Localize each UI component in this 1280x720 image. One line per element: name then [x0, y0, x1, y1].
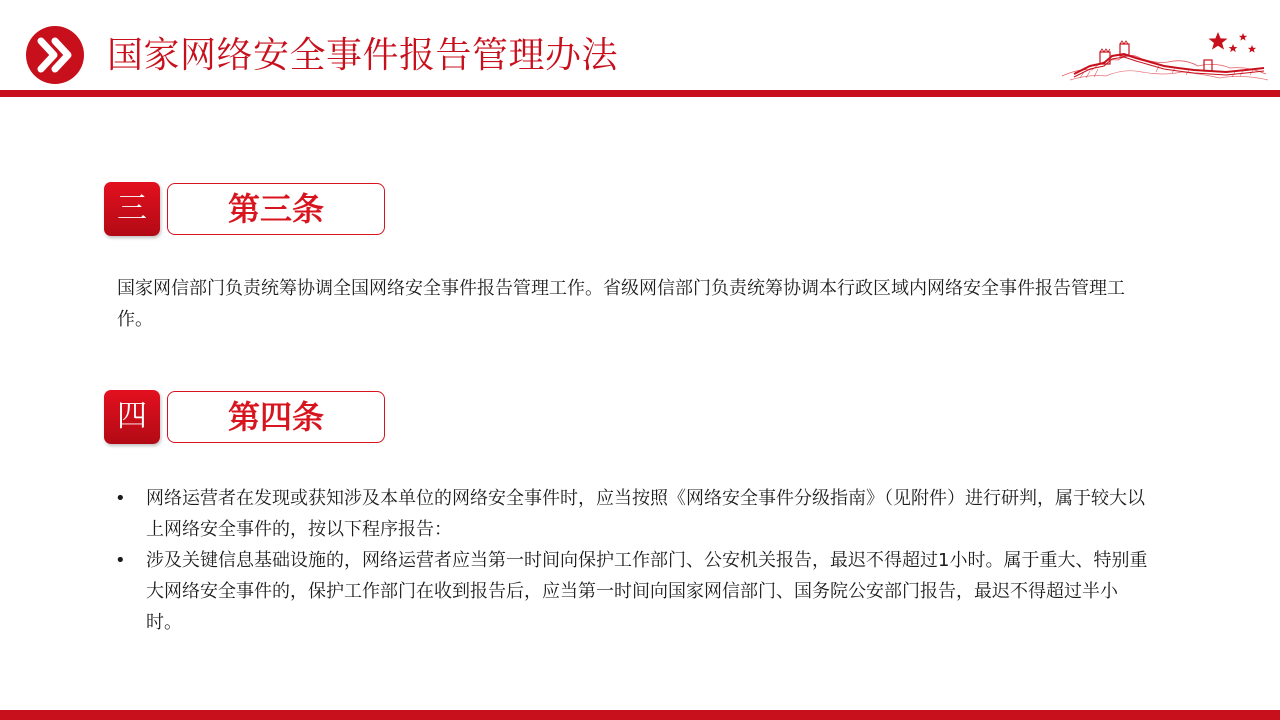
list-item-text: 涉及关键信息基础设施的，网络运营者应当第一时间向保护工作部门、公安机关报告，最迟不得超过1小时。属于重大、特别重大网络安全事件的，保护工作部门在收到报告后，应当第一时间向国家网信部门、国务院公安部门报告，最迟不得超过半小时。	[146, 550, 1148, 633]
header-logo	[26, 26, 84, 84]
section-paragraph: 国家网信部门负责统筹协调全国网络安全事件报告管理工作。省级网信部门负责统筹协调本行政区域内网络安全事件报告管理工作。	[117, 278, 1125, 330]
bullet-marker: •	[115, 488, 126, 509]
section-heading: 第三条	[167, 183, 385, 235]
bullet-list	[113, 483, 1153, 638]
great-wall-stars-illustration	[1060, 28, 1274, 88]
page-title: 国家网络安全事件报告管理办法	[107, 35, 619, 76]
header-divider	[0, 90, 1280, 97]
section-heading: 第四条	[167, 391, 385, 443]
bullet-marker: •	[115, 550, 126, 571]
double-chevron-right-icon	[26, 26, 84, 84]
list-item	[113, 483, 1153, 545]
section-number-badge: 四	[104, 390, 160, 444]
list-item-text: 网络运营者在发现或获知涉及本单位的网络安全事件时，应当按照《网络安全事件分级指南》（见附件）进行研判，属于较大以上网络安全事件的，按以下程序报告：	[146, 488, 1145, 540]
list-item	[113, 545, 1153, 638]
footer-divider	[0, 710, 1280, 720]
section-number-badge: 三	[104, 182, 160, 236]
